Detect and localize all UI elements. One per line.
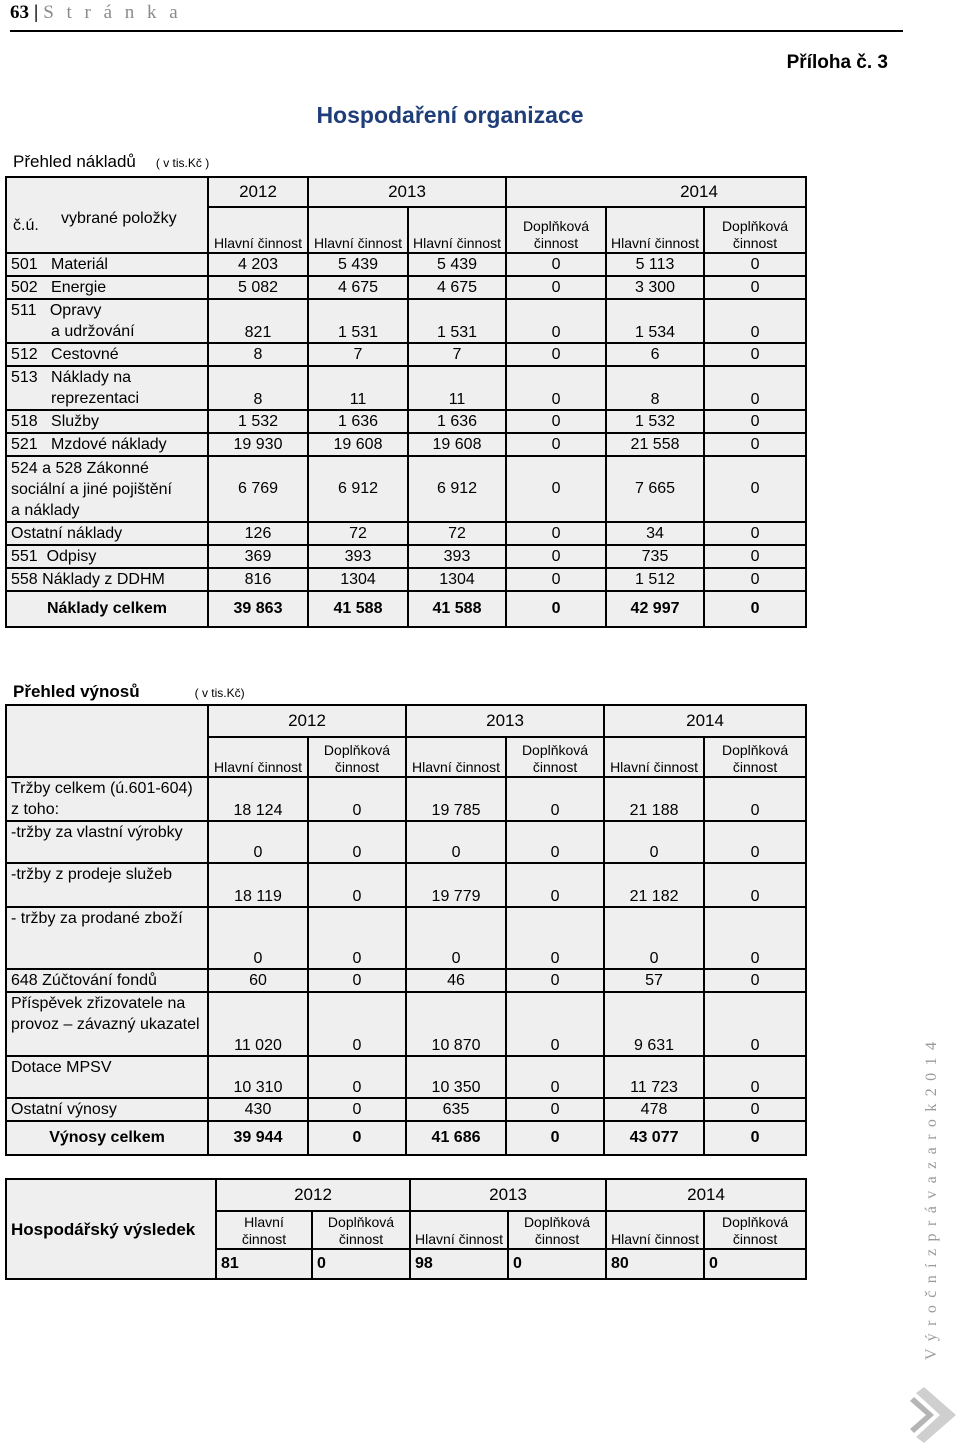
header-rule — [10, 30, 903, 32]
result-value: 0 — [508, 1249, 606, 1279]
costs-cell: 1 532 — [208, 410, 308, 433]
costs-cell: 7 665 — [606, 456, 704, 522]
costs-row-label: 521 Mzdové náklady — [6, 433, 208, 456]
costs-cell: 4 675 — [408, 276, 506, 299]
result-subheader: Doplňková činnost — [508, 1211, 606, 1249]
costs-cell: 3 300 — [606, 276, 704, 299]
costs-row-label: 518 Služby — [6, 410, 208, 433]
revenues-subheader: Doplňková činnost — [308, 737, 406, 777]
costs-cell: 1 636 — [408, 410, 506, 433]
revenues-cell: 0 — [308, 821, 406, 863]
costs-row — [6, 366, 806, 410]
costs-row-label: 551 Odpisy — [6, 545, 208, 568]
result-value: 0 — [312, 1249, 410, 1279]
costs-subheader: Doplňková činnost — [506, 207, 606, 253]
costs-cell: 6 — [606, 343, 704, 366]
costs-cell: 8 — [208, 366, 308, 410]
costs-subheader: Hlavní činnost — [408, 207, 506, 253]
costs-cell: 0 — [704, 522, 806, 545]
costs-cell: 5 113 — [606, 253, 704, 276]
revenues-cell: 46 — [406, 969, 506, 992]
costs-row — [6, 253, 806, 276]
costs-cell: 19 608 — [408, 433, 506, 456]
revenues-row-label: - tržby za prodané zboží — [6, 907, 208, 969]
revenues-total-value: 39 944 — [208, 1121, 308, 1155]
costs-row-label: 513 Náklady na reprezentaci — [6, 366, 208, 410]
revenues-table — [5, 704, 807, 1156]
page-header — [10, 2, 182, 24]
costs-cell: 0 — [506, 545, 606, 568]
costs-row — [6, 522, 806, 545]
revenues-cell: 0 — [308, 1098, 406, 1121]
costs-row — [6, 276, 806, 299]
revenues-cell: 0 — [704, 1056, 806, 1098]
costs-row — [6, 410, 806, 433]
revenues-cell: 0 — [704, 907, 806, 969]
costs-year-2012: 2012 — [208, 177, 308, 207]
costs-cell: 7 — [308, 343, 408, 366]
costs-cell: 0 — [704, 568, 806, 591]
result-table — [5, 1178, 807, 1280]
costs-row-label: 512 Cestovné — [6, 343, 208, 366]
costs-cell: 5 082 — [208, 276, 308, 299]
revenues-row-label: -tržby z prodeje služeb — [6, 863, 208, 907]
revenues-corner-cell — [6, 705, 208, 777]
revenues-cell: 0 — [506, 1056, 604, 1098]
revenues-cell: 10 350 — [406, 1056, 506, 1098]
revenues-cell: 0 — [406, 821, 506, 863]
revenues-subheader: Doplňková činnost — [506, 737, 604, 777]
costs-cell: 7 — [408, 343, 506, 366]
costs-cell: 19 608 — [308, 433, 408, 456]
costs-cell: 0 — [506, 522, 606, 545]
revenues-cell: 18 124 — [208, 777, 308, 821]
costs-cell: 6 769 — [208, 456, 308, 522]
revenues-cell: 0 — [506, 777, 604, 821]
costs-cell: 0 — [704, 410, 806, 433]
costs-cell: 0 — [506, 433, 606, 456]
revenues-row-label: Příspěvek zřizovatele na provoz – závazný ukazatel — [6, 992, 208, 1056]
revenues-row — [6, 777, 806, 821]
revenues-cell: 478 — [604, 1098, 704, 1121]
revenues-row — [6, 821, 806, 863]
costs-cell: 0 — [704, 276, 806, 299]
costs-cell: 0 — [704, 433, 806, 456]
revenues-cell: 0 — [308, 969, 406, 992]
page-number: 63 — [10, 2, 29, 23]
revenues-cell: 9 631 — [604, 992, 704, 1056]
costs-cell: 11 — [408, 366, 506, 410]
revenues-row — [6, 907, 806, 969]
costs-row — [6, 433, 806, 456]
revenues-cell: 0 — [208, 821, 308, 863]
side-annual-report-text — [918, 1040, 942, 1360]
costs-cell: 6 912 — [408, 456, 506, 522]
revenues-cell: 0 — [704, 969, 806, 992]
costs-year-2014: 2014 — [506, 177, 806, 207]
costs-row — [6, 568, 806, 591]
costs-cell: 72 — [408, 522, 506, 545]
revenues-cell: 0 — [506, 863, 604, 907]
logo-chevron-icon — [910, 1385, 958, 1445]
revenues-cell: 0 — [506, 907, 604, 969]
revenues-cell: 19 779 — [406, 863, 506, 907]
result-subheader: Hlavní činnost — [410, 1211, 508, 1249]
revenues-row — [6, 1056, 806, 1098]
costs-subheader: Doplňková činnost — [704, 207, 806, 253]
side-text: V ý r o č n í z p r á v a z a r o k 2 0 1 4 — [923, 1042, 940, 1360]
revenues-section-title — [13, 682, 245, 702]
costs-total-value: 0 — [506, 591, 606, 627]
revenues-total-value: 41 686 — [406, 1121, 506, 1155]
costs-cell: 735 — [606, 545, 704, 568]
revenues-cell: 0 — [506, 992, 604, 1056]
costs-total-value: 39 863 — [208, 591, 308, 627]
revenues-cell: 0 — [704, 777, 806, 821]
costs-cell: 1304 — [408, 568, 506, 591]
revenues-total-value: 0 — [506, 1121, 604, 1155]
revenues-subheader: Hlavní činnost — [208, 737, 308, 777]
costs-row-label: 501 Materiál — [6, 253, 208, 276]
costs-cell: 821 — [208, 299, 308, 343]
costs-subheader: Hlavní činnost — [208, 207, 308, 253]
costs-section-title — [13, 152, 209, 172]
costs-row — [6, 343, 806, 366]
costs-cell: 0 — [506, 343, 606, 366]
revenues-cell: 10 310 — [208, 1056, 308, 1098]
costs-row — [6, 299, 806, 343]
revenues-year-2014: 2014 — [604, 705, 806, 737]
revenues-cell: 430 — [208, 1098, 308, 1121]
revenues-subheader: Hlavní činnost — [604, 737, 704, 777]
result-value: 80 — [606, 1249, 704, 1279]
result-year-2012: 2012 — [216, 1179, 410, 1211]
costs-total-value: 0 — [704, 591, 806, 627]
revenues-cell: 11 020 — [208, 992, 308, 1056]
costs-total-value: 41 588 — [408, 591, 506, 627]
costs-cell: 1 532 — [606, 410, 704, 433]
costs-cell: 11 — [308, 366, 408, 410]
revenues-cell: 57 — [604, 969, 704, 992]
costs-unit: ( v tis.Kč ) — [155, 156, 210, 170]
costs-cell: 1 636 — [308, 410, 408, 433]
costs-total-value: 42 997 — [606, 591, 704, 627]
revenues-cell: 10 870 — [406, 992, 506, 1056]
revenues-unit: ( v tis.Kč) — [194, 686, 245, 700]
revenues-total-value: 0 — [308, 1121, 406, 1155]
page-word: S t r á n k a — [43, 2, 182, 23]
revenues-cell: 0 — [704, 863, 806, 907]
result-value: 81 — [216, 1249, 312, 1279]
costs-cell: 0 — [704, 456, 806, 522]
revenues-row — [6, 992, 806, 1056]
revenues-cell: 21 188 — [604, 777, 704, 821]
costs-cell: 1 512 — [606, 568, 704, 591]
costs-subheader: Hlavní činnost — [606, 207, 704, 253]
page-title: Hospodaření organizace — [316, 102, 584, 128]
revenues-cell: 11 723 — [604, 1056, 704, 1098]
costs-cell: 1 531 — [408, 299, 506, 343]
result-year-2014: 2014 — [606, 1179, 806, 1211]
revenues-total-value: 43 077 — [604, 1121, 704, 1155]
revenues-cell: 0 — [406, 907, 506, 969]
costs-table — [5, 176, 807, 628]
revenues-cell: 0 — [704, 821, 806, 863]
costs-cell: 1304 — [308, 568, 408, 591]
result-value: 98 — [410, 1249, 508, 1279]
revenues-cell: 0 — [308, 777, 406, 821]
revenues-cell: 21 182 — [604, 863, 704, 907]
costs-cell: 0 — [506, 299, 606, 343]
costs-cell: 0 — [506, 253, 606, 276]
result-label: Hospodářský výsledek — [6, 1179, 216, 1279]
costs-cell: 8 — [208, 343, 308, 366]
costs-cell: 6 912 — [308, 456, 408, 522]
revenues-row-label: Ostatní výnosy — [6, 1098, 208, 1121]
costs-cell: 0 — [704, 366, 806, 410]
revenues-row-label: Tržby celkem (ú.601-604) z toho: — [6, 777, 208, 821]
revenues-cell: 19 785 — [406, 777, 506, 821]
costs-cell: 0 — [704, 299, 806, 343]
costs-cell: 816 — [208, 568, 308, 591]
revenues-title: Přehled výnosů — [13, 682, 140, 701]
revenues-row — [6, 1098, 806, 1121]
costs-cell: 8 — [606, 366, 704, 410]
revenues-total-label: Výnosy celkem — [6, 1121, 208, 1155]
costs-cell: 5 439 — [308, 253, 408, 276]
costs-items-header-cell — [6, 177, 208, 253]
revenues-cell: 0 — [604, 907, 704, 969]
result-value: 0 — [704, 1249, 806, 1279]
revenues-cell: 635 — [406, 1098, 506, 1121]
revenues-year-2012: 2012 — [208, 705, 406, 737]
revenues-cell: 0 — [506, 821, 604, 863]
revenues-cell: 0 — [704, 992, 806, 1056]
result-subheader: Hlavní činnost — [606, 1211, 704, 1249]
result-subheader: Doplňková činnost — [704, 1211, 806, 1249]
costs-cell: 0 — [704, 253, 806, 276]
code-header: č.ú. — [13, 217, 39, 234]
costs-title: Přehled nákladů — [13, 152, 136, 171]
result-subheader: Hlavní činnost — [216, 1211, 312, 1249]
revenues-cell: 0 — [506, 1098, 604, 1121]
costs-cell: 126 — [208, 522, 308, 545]
result-subheader: Doplňková činnost — [312, 1211, 410, 1249]
costs-cell: 4 203 — [208, 253, 308, 276]
result-year-2013: 2013 — [410, 1179, 606, 1211]
revenues-cell: 0 — [308, 992, 406, 1056]
costs-total-value: 41 588 — [308, 591, 408, 627]
costs-subheader: Hlavní činnost — [308, 207, 408, 253]
revenues-row — [6, 863, 806, 907]
revenues-row-label: Dotace MPSV — [6, 1056, 208, 1098]
revenues-cell: 0 — [308, 907, 406, 969]
costs-cell: 0 — [506, 456, 606, 522]
revenues-row-label: -tržby za vlastní výrobky — [6, 821, 208, 863]
costs-row-label: Ostatní náklady — [6, 522, 208, 545]
costs-cell: 0 — [506, 568, 606, 591]
annex-label: Příloha č. 3 — [786, 52, 888, 73]
costs-row-label: 502 Energie — [6, 276, 208, 299]
costs-row — [6, 545, 806, 568]
revenues-subheader: Doplňková činnost — [704, 737, 806, 777]
revenues-cell: 0 — [704, 1098, 806, 1121]
costs-cell: 0 — [506, 276, 606, 299]
costs-row-label: 511 Opravy a udržování — [6, 299, 208, 343]
revenues-subheader: Hlavní činnost — [406, 737, 506, 777]
costs-year-2013: 2013 — [308, 177, 506, 207]
revenues-year-2013: 2013 — [406, 705, 604, 737]
costs-cell: 1 531 — [308, 299, 408, 343]
revenues-cell: 18 119 — [208, 863, 308, 907]
costs-cell: 21 558 — [606, 433, 704, 456]
revenues-cell: 0 — [308, 1056, 406, 1098]
revenues-row — [6, 969, 806, 992]
revenues-cell: 0 — [308, 863, 406, 907]
revenues-total-value: 0 — [704, 1121, 806, 1155]
costs-cell: 5 439 — [408, 253, 506, 276]
revenues-cell: 0 — [604, 821, 704, 863]
costs-row-label: 558 Náklady z DDHM — [6, 568, 208, 591]
revenues-row-label: 648 Zúčtování fondů — [6, 969, 208, 992]
costs-row-label: 524 a 528 Zákonné sociální a jiné pojištění a náklady — [6, 456, 208, 522]
costs-cell: 0 — [704, 545, 806, 568]
costs-cell: 393 — [408, 545, 506, 568]
items-header: vybrané položky — [61, 210, 177, 227]
revenues-cell: 0 — [506, 969, 604, 992]
costs-total-label: Náklady celkem — [6, 591, 208, 627]
costs-cell: 1 534 — [606, 299, 704, 343]
costs-row — [6, 456, 806, 522]
header-separator: | — [34, 2, 39, 23]
costs-cell: 393 — [308, 545, 408, 568]
costs-cell: 19 930 — [208, 433, 308, 456]
costs-cell: 0 — [704, 343, 806, 366]
costs-cell: 72 — [308, 522, 408, 545]
revenues-cell: 60 — [208, 969, 308, 992]
costs-cell: 4 675 — [308, 276, 408, 299]
costs-cell: 0 — [506, 366, 606, 410]
costs-cell: 369 — [208, 545, 308, 568]
costs-cell: 0 — [506, 410, 606, 433]
costs-cell: 34 — [606, 522, 704, 545]
revenues-cell: 0 — [208, 907, 308, 969]
